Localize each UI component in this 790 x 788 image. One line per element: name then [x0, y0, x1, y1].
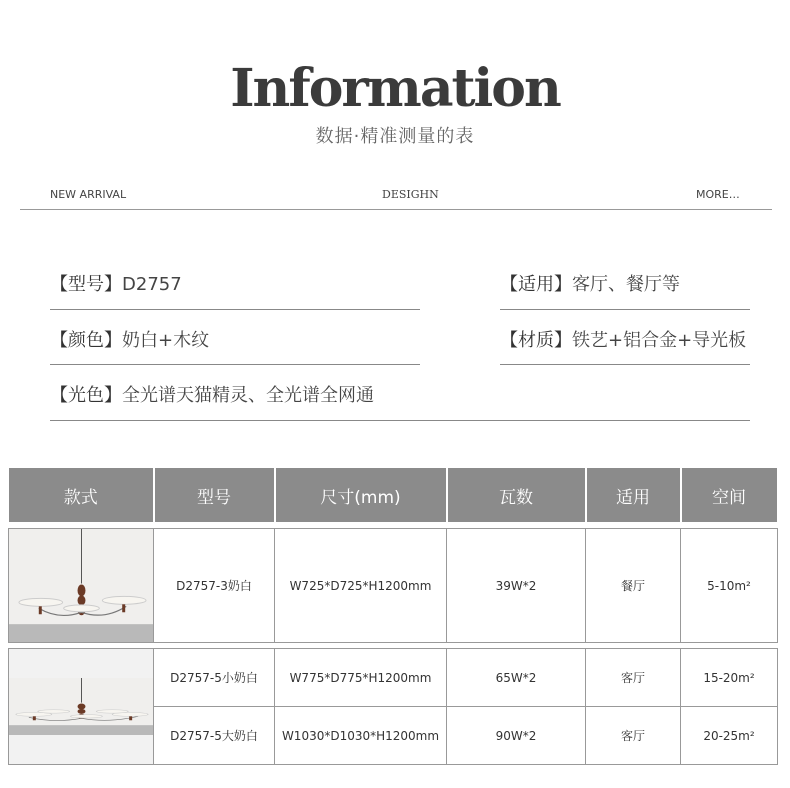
cell-use: 餐厅	[586, 529, 681, 643]
cell-size: W725*D725*H1200mm	[275, 529, 447, 643]
nav-design[interactable]: DESIGHN	[382, 188, 439, 201]
cell-size: W1030*D1030*H1200mm	[275, 707, 447, 765]
cell-watt: 65W*2	[447, 649, 586, 707]
spec-color-label: 【颜色】	[50, 330, 122, 351]
cell-model: D2757-5小奶白	[154, 649, 275, 707]
spec-divider	[50, 420, 750, 421]
spec-material	[500, 326, 746, 352]
cell-use: 客厅	[586, 707, 681, 765]
product-table	[8, 467, 779, 765]
spec-divider	[50, 364, 420, 365]
table-header-row	[9, 468, 778, 523]
spec-model	[50, 270, 182, 296]
header-model: 型号	[154, 468, 275, 523]
cell-model: D2757-5大奶白	[154, 707, 275, 765]
cell-space: 5-10m²	[681, 529, 778, 643]
cell-space: 20-25m²	[681, 707, 778, 765]
spec-light-label: 【光色】	[50, 385, 122, 406]
spec-divider	[50, 309, 420, 310]
cell-size: W775*D775*H1200mm	[275, 649, 447, 707]
cell-watt: 39W*2	[447, 529, 586, 643]
spec-divider	[500, 364, 750, 365]
spec-model-label: 【型号】	[50, 274, 122, 295]
spec-use	[500, 270, 680, 296]
table-row	[9, 529, 778, 643]
page-subtitle: 数据·精准测量的表	[315, 126, 475, 147]
header-style: 款式	[9, 468, 154, 523]
product-image-5	[9, 649, 154, 765]
nav-new-arrival[interactable]: NEW ARRIVAL	[50, 188, 127, 201]
spec-light	[50, 381, 374, 407]
chandelier-3-image	[9, 529, 153, 642]
spec-light-value: 全光谱天猫精灵、全光谱全网通	[122, 385, 374, 406]
header-size: 尺寸(mm)	[275, 468, 447, 523]
cell-model: D2757-3奶白	[154, 529, 275, 643]
nav-divider	[20, 209, 772, 210]
cell-use: 客厅	[586, 649, 681, 707]
spec-divider	[500, 309, 750, 310]
spec-model-value: D2757	[122, 274, 182, 295]
table-row	[9, 649, 778, 707]
nav-more[interactable]: MORE…	[696, 188, 740, 201]
page-title: Information	[230, 58, 560, 119]
cell-space: 15-20m²	[681, 649, 778, 707]
header-watt: 瓦数	[447, 468, 586, 523]
header-use: 适用	[586, 468, 681, 523]
spec-color	[50, 326, 209, 352]
spec-use-value: 客厅、餐厅等	[572, 274, 680, 295]
spec-material-label: 【材质】	[500, 330, 572, 351]
chandelier-5-image	[9, 678, 153, 735]
header-space: 空间	[681, 468, 778, 523]
spec-material-value: 铁艺+铝合金+导光板	[572, 330, 747, 351]
spec-color-value: 奶白+木纹	[122, 330, 210, 351]
cell-watt: 90W*2	[447, 707, 586, 765]
spec-use-label: 【适用】	[500, 274, 572, 295]
product-image-3	[9, 529, 154, 643]
